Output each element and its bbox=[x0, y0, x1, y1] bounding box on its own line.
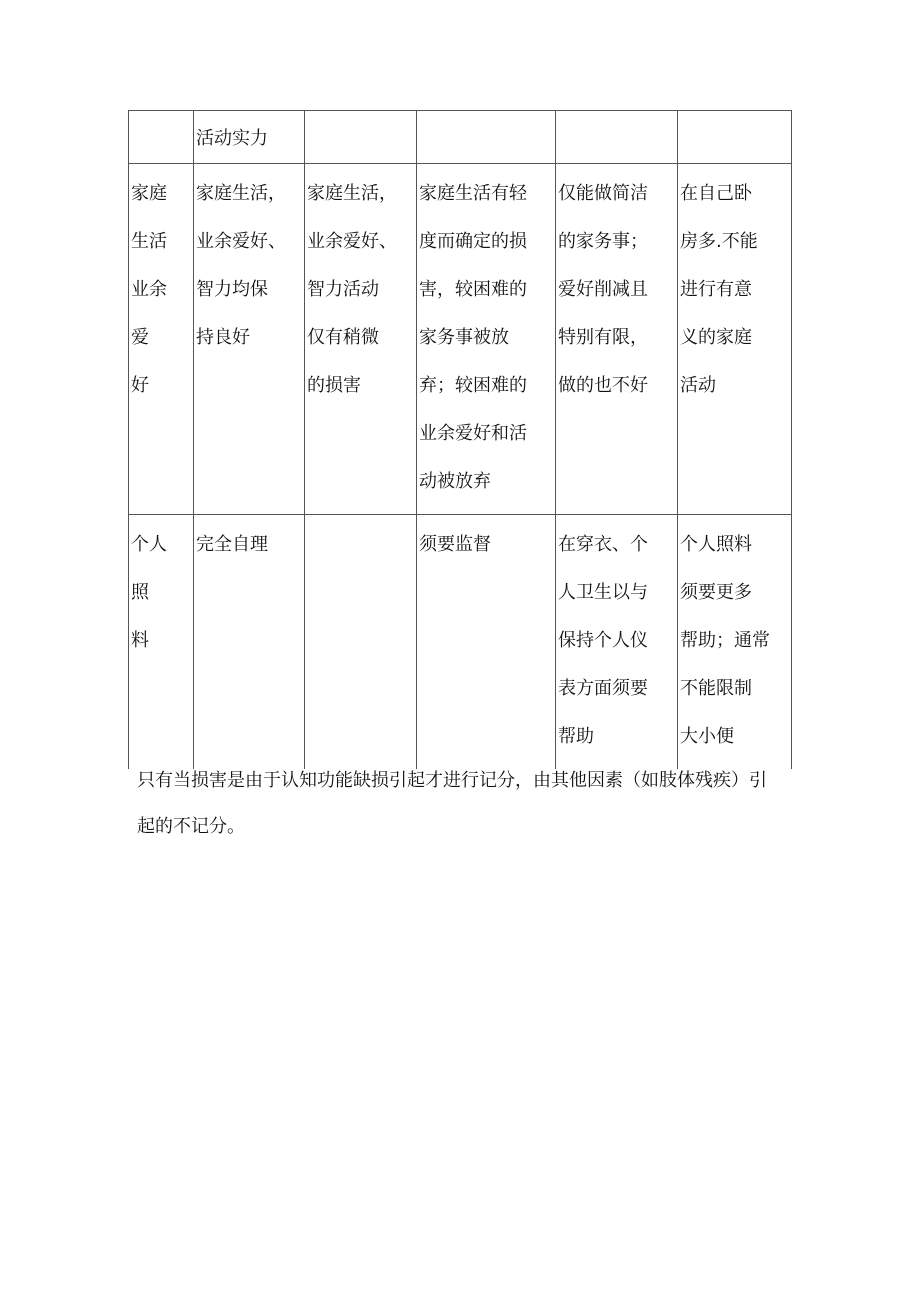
scoring-note bbox=[137, 770, 797, 838]
cell-care-score-1 bbox=[305, 515, 417, 770]
cell-family-score-1: 家庭生活， 业余爱好、 智力活动 仅有稍微 的损害 bbox=[305, 164, 417, 515]
cell-row1-col4 bbox=[417, 111, 556, 164]
table-row-personal-care bbox=[129, 515, 792, 770]
cell-row1-col3 bbox=[305, 111, 417, 164]
cell-row1-col2: 活动实力 bbox=[194, 111, 305, 164]
cell-care-score-4: 个人照料 须要更多 帮助；通常 不能限制 大小便 bbox=[678, 515, 792, 770]
table-row-family-life bbox=[129, 164, 792, 515]
rating-table bbox=[128, 110, 792, 769]
cell-family-score-4: 在自己卧 房多.不能 进行有意 义的家庭 活动 bbox=[678, 164, 792, 515]
row-header-family-life: 家庭 生活 业余 爱 好 bbox=[129, 164, 194, 515]
cell-family-score-2: 家庭生活有轻 度而确定的损 害，较困难的 家务事被放 弃；较困难的 业余爱好和活 动被放弃 bbox=[417, 164, 556, 515]
row-header-personal-care: 个人 照 料 bbox=[129, 515, 194, 770]
scoring-note-line-1: 只有当损害是由于认知功能缺损引起才进行记分，由其他因素（如肢体残疾）引 bbox=[137, 770, 767, 791]
cell-care-score-3: 在穿衣、个 人卫生以与 保持个人仪 表方面须要 帮助 bbox=[556, 515, 678, 770]
scoring-note-line-2: 起的不记分。 bbox=[137, 816, 245, 837]
table-row-activity bbox=[129, 111, 792, 164]
cell-row1-col1 bbox=[129, 111, 194, 164]
cell-row1-col6 bbox=[678, 111, 792, 164]
cell-care-score-0: 完全自理 bbox=[194, 515, 305, 770]
cell-care-score-2: 须要监督 bbox=[417, 515, 556, 770]
cell-family-score-0: 家庭生活， 业余爱好、 智力均保 持良好 bbox=[194, 164, 305, 515]
cell-family-score-3: 仅能做简洁 的家务事； 爱好削减且 特别有限， 做的也不好 bbox=[556, 164, 678, 515]
cell-row1-col5 bbox=[556, 111, 678, 164]
